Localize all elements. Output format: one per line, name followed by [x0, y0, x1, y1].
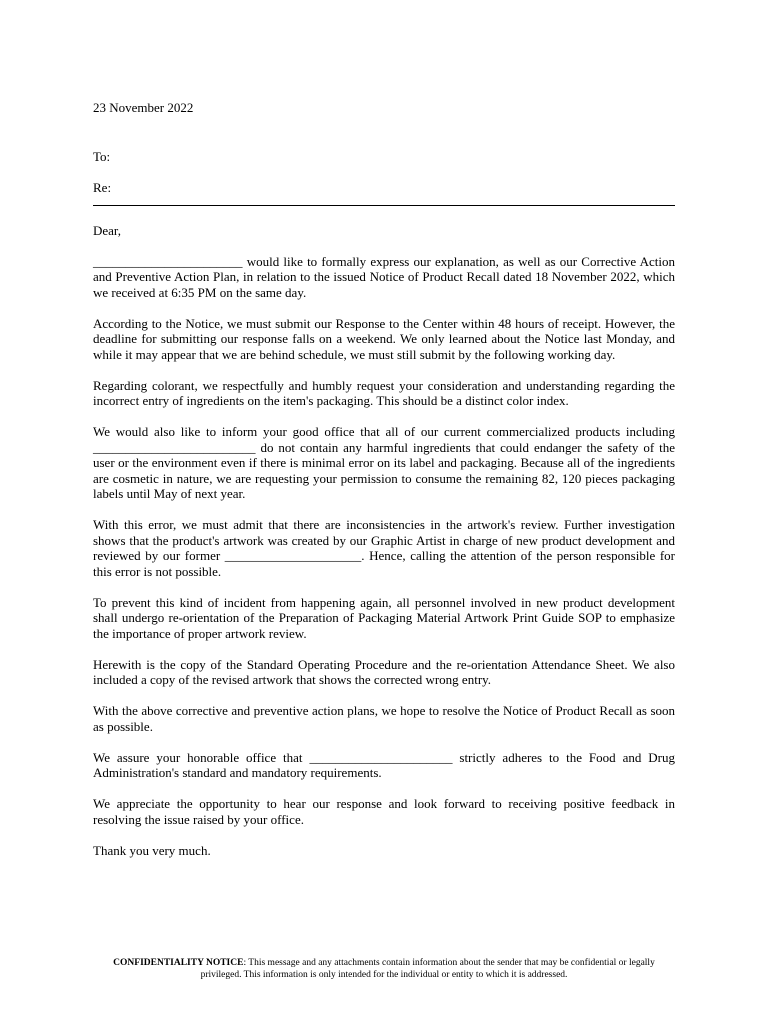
notice-label: CONFIDENTIALITY NOTICE — [113, 958, 244, 968]
paragraph-colorant: Regarding colorant, we respectfully and humbly request your consideration and understanding regarding the incorrect entry of ingredients on the item's packaging. This should be a distinct color index. — [93, 377, 675, 408]
paragraph-deadline: According to the Notice, we must submit our Response to the Center within 48 hours of receipt. However, the deadline for submitting our response falls on a weekend. We only learned about the Notice last Monday, and while it may appear that we are behind schedule, we must still submit by the following working day. — [93, 315, 675, 362]
paragraph-artwork-error: With this error, we must admit that there are inconsistencies in the artwork's review. Further investigation shows that the product's artwork was created by our Graphic Artist in charge of new product development and reviewed by our former _____________________. Hence, calling the attention of the person responsible for this error is not possible. — [93, 517, 675, 579]
recipient-line: To: — [93, 148, 111, 164]
paragraph-prevention: To prevent this kind of incident from happening again, all personnel involved in new product development shall undergo re-orientation of the Preparation of Packaging Material Artwork Print Guide SOP to emphasize the importance of proper artwork review. — [93, 594, 675, 641]
confidentiality-notice — [93, 957, 675, 981]
letter-date: 23 November 2022 — [93, 100, 194, 115]
paragraph-intro: _______________________ would like to formally express our explanation, as well as our Corrective Action and Preventive Action Plan, in relation to the issued Notice of Product Recall dated 18 November 2022, which we received at 6:35 PM on the same day. — [93, 253, 675, 300]
header-divider — [93, 205, 675, 206]
subject-line: Re: — [93, 180, 112, 195]
paragraph-products: We would also like to inform your good office that all of our current commercialized products including _________________________ do not contain any harmful ingredients that could endanger the safety of the user or the environment even if there is minimal error on its label and packaging. Because all of the ingredients are cosmetic in nature, we are requesting your permission to consume the remaining 82, 120 pieces packaging labels until May of next year. — [93, 424, 675, 501]
salutation: Dear, — [93, 222, 121, 238]
paragraph-resolution: With the above corrective and preventive action plans, we hope to resolve the Notice of Product Recall as soon as possible. — [93, 703, 675, 734]
paragraph-attachments: Herewith is the copy of the Standard Operating Procedure and the re-orientation Attendance Sheet. We also included a copy of the revised artwork that shows the corrected wrong entry. — [93, 656, 675, 687]
paragraph-appreciation: We appreciate the opportunity to hear our response and look forward to receiving positive feedback in resolving the issue raised by your office. — [93, 796, 675, 827]
paragraph-assurance: We assure your honorable office that ______________________ strictly adheres to the Food and Drug Administration's standard and mandatory requirements. — [93, 749, 675, 780]
letter-body — [93, 100, 675, 858]
paragraph-closing: Thank you very much. — [93, 842, 211, 858]
notice-text: : This message and any attachments contain information about the sender that may be confidential or legally privileged. This information is only intended for the individual or entity to which it is addressed. — [200, 958, 655, 980]
